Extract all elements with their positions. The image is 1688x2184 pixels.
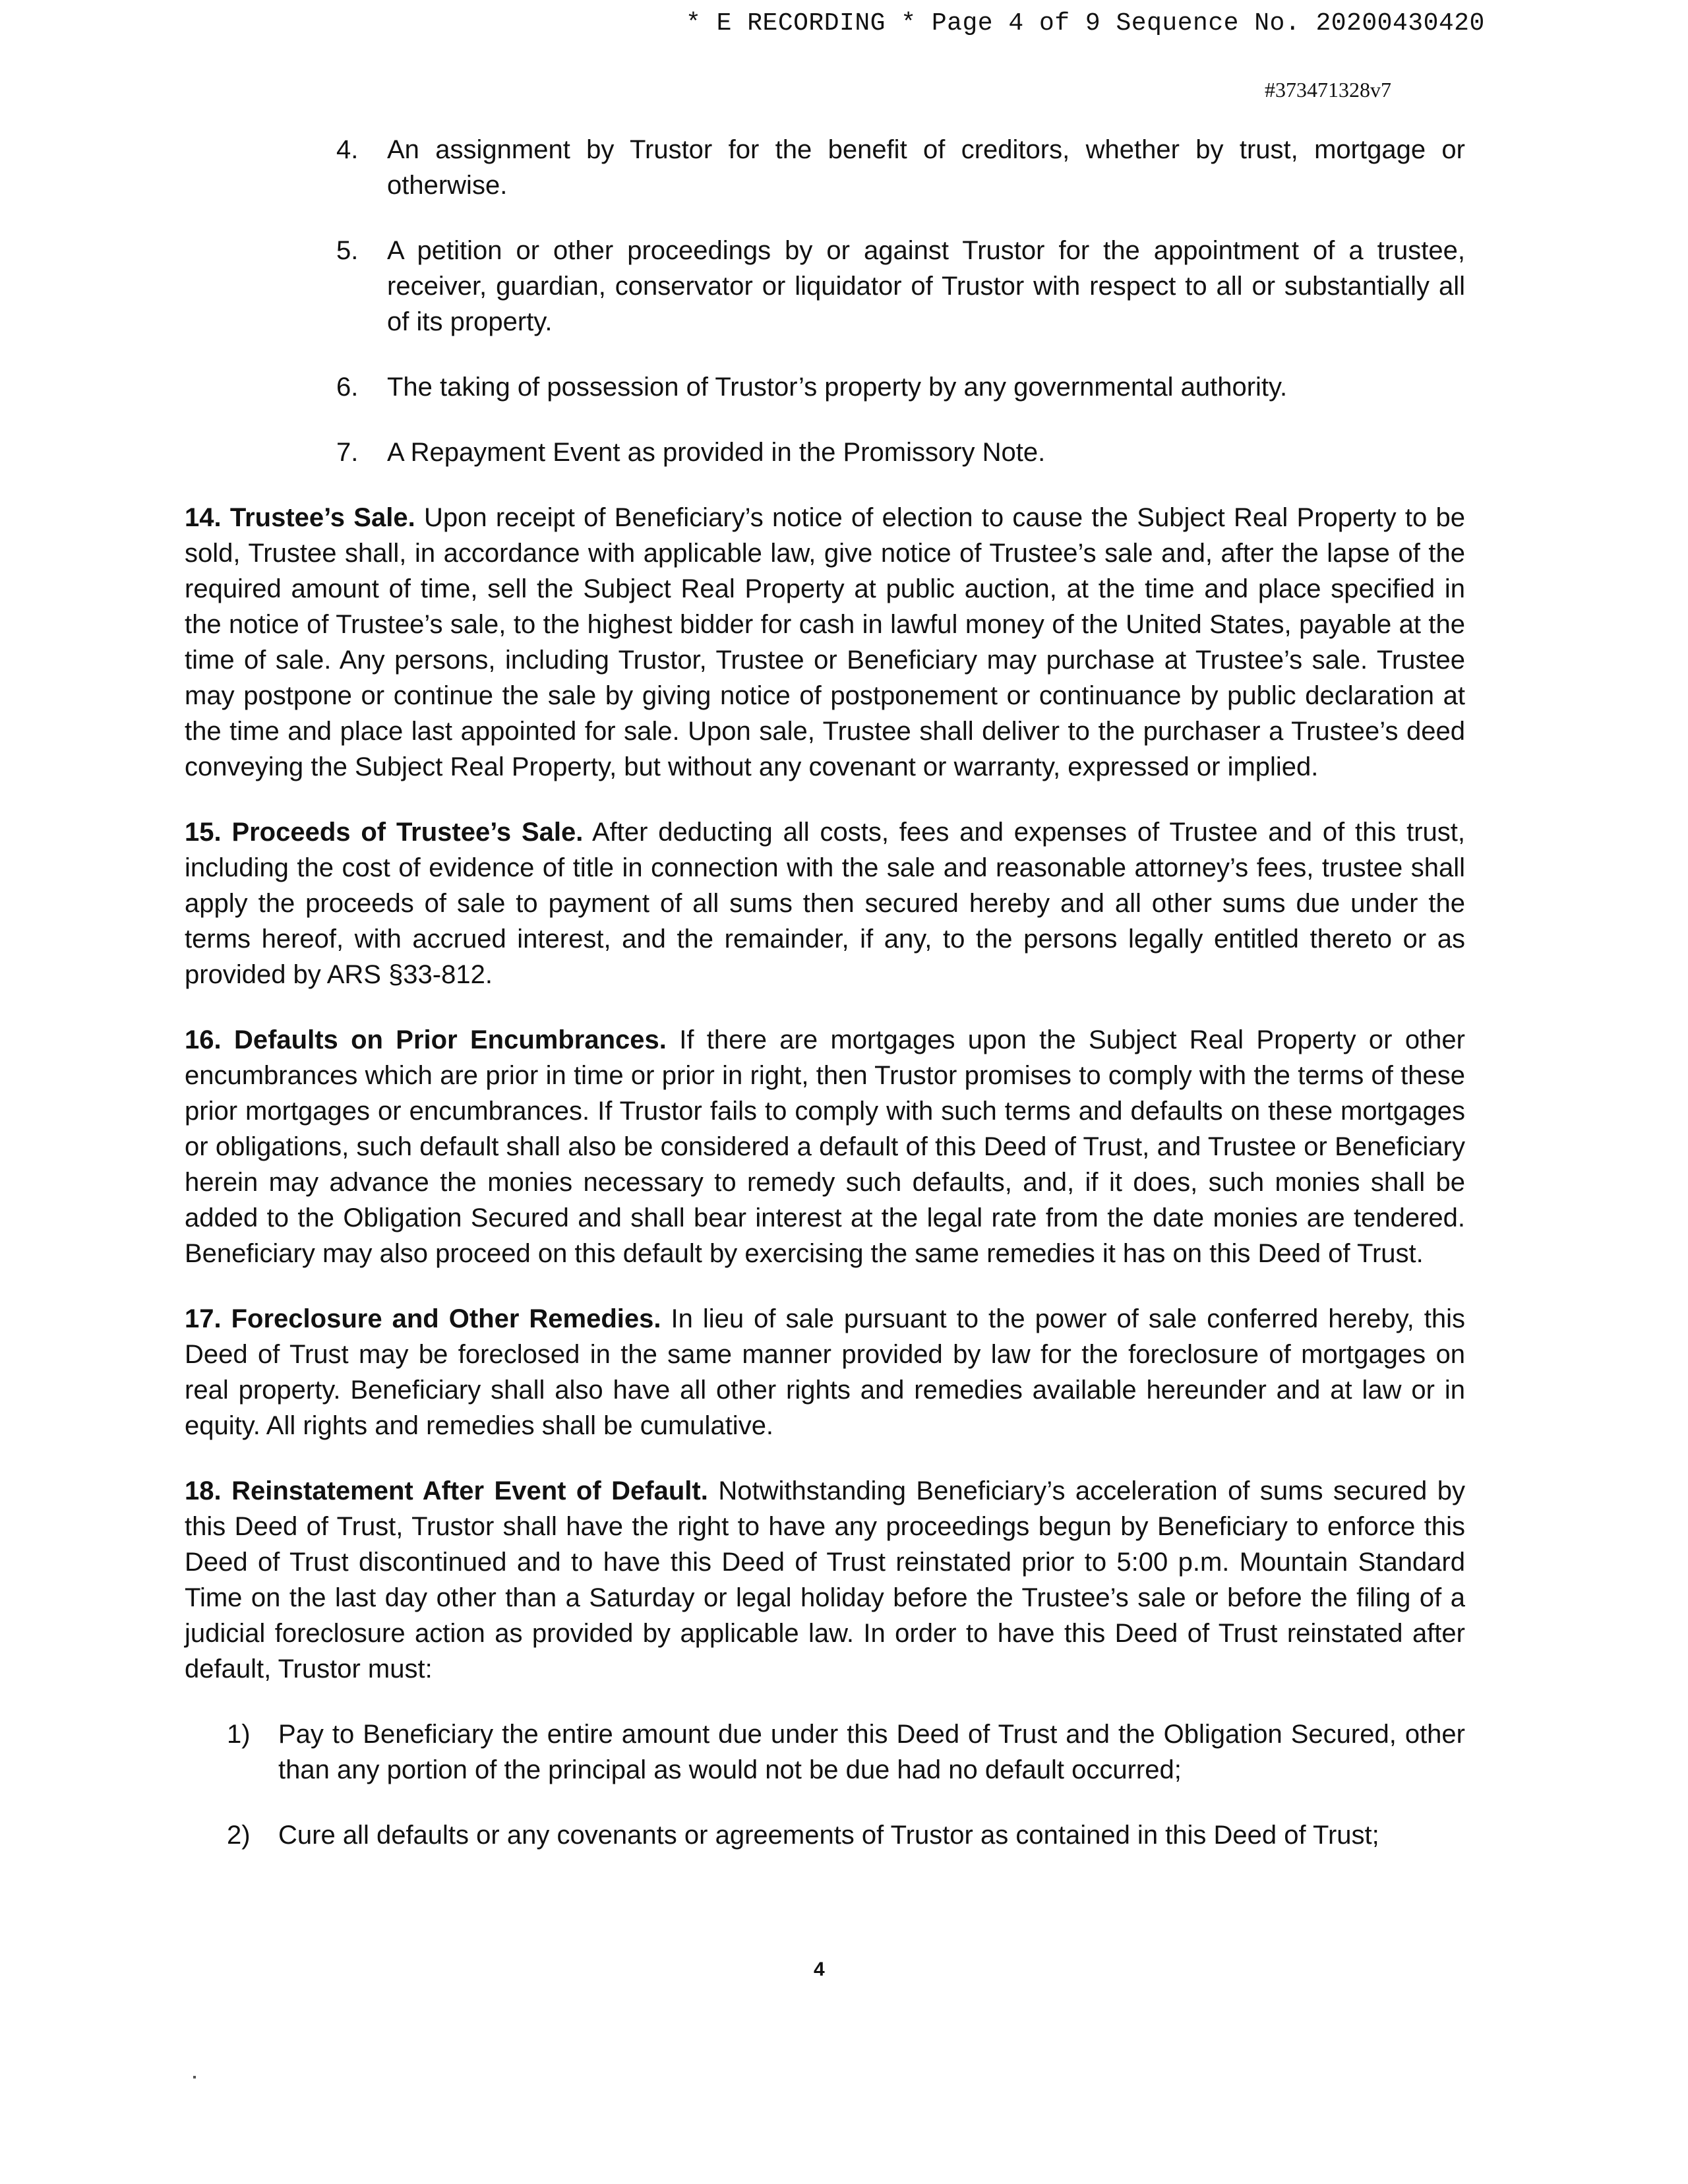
section-prior-encumbrances	[185, 1022, 1465, 1271]
list-item	[336, 435, 1465, 470]
section-body: Upon receipt of Beneficiary’s notice of election to cause the Subject Real Property to be sold, Trustee shall, in accordance with applicable law, give notice of Trustee’s sale and, after the lapse of the required amount of time, sell the Subject Real Property at public auction, at the time and place specified in the notice of Trustee’s sale, to the highest bidder for cash in lawful money of the United States, payable at the time of sale. Any persons, including Trustor, Trustee or Beneficiary may purchase at Trustee’s sale. Trustee may postpone or continue the sale by giving notice of postponement or continuance by public declaration at the time and place last appointed for sale. Upon sale, Trustee shall deliver to the purchaser a Trustee’s deed conveying the Subject Real Property, but without any covenant or warranty, expressed or implied.	[185, 503, 1466, 781]
sub-list-item-text: Pay to Beneficiary the entire amount due under this Deed of Trust and the Obligation Secured, other than any portion of the principal as would not be due had no default occurred;	[278, 1720, 1465, 1784]
sub-list-item-number: 2)	[227, 1821, 251, 1850]
list-item-number: 6.	[336, 373, 359, 402]
section-body: If there are mortgages upon the Subject Real Property or other encumbrances which are prior in time or prior in right, then Trustor promises to comply with the terms of these prior mortgages or encumbrances. If Trustor fails to comply with such terms and defaults on these mortgages or obligations, such default shall also be considered a default of this Deed of Trust, and Trustee or Beneficiary herein may advance the monies necessary to remedy such defaults, and, if it does, such monies shall be added to the Obligation Secured and shall bear interest at the legal rate from the date monies are tendered. Beneficiary may also proceed on this default by exercising the same remedies it has on this Deed of Trust.	[185, 1025, 1465, 1268]
section-heading: 14. Trustee’s Sale.	[185, 503, 415, 532]
recording-header: * E RECORDING * Page 4 of 9 Sequence No. 20200430420	[686, 9, 1485, 38]
section-heading: 17. Foreclosure and Other Remedies.	[185, 1304, 661, 1333]
list-item-text: A Repayment Event as provided in the Promissory Note.	[387, 438, 1046, 467]
section-trustees-sale	[185, 500, 1465, 785]
section-proceeds-of-sale	[185, 814, 1465, 992]
list-item-number: 4.	[336, 135, 359, 164]
section-reinstatement	[185, 1473, 1465, 1687]
scan-speck	[193, 2076, 196, 2078]
list-item	[336, 132, 1465, 203]
section-foreclosure-remedies	[185, 1301, 1465, 1443]
list-item-text: The taking of possession of Trustor’s property by any governmental authority.	[387, 373, 1288, 402]
section-body: After deducting all costs, fees and expenses of Trustee and of this trust, including the cost of evidence of title in connection with the sale and reasonable attorney’s fees, trustee shall apply the proceeds of sale to payment of all sums then secured hereby and all other sums due under the terms hereof, with accrued interest, and the remainder, if any, to the persons legally entitled thereto or as provided by ARS §33-812.	[185, 818, 1466, 989]
section-heading: 15. Proceeds of Trustee’s Sale.	[185, 818, 584, 847]
page-number: 4	[814, 1958, 825, 1980]
list-item-text: An assignment by Trustor for the benefit of creditors, whether by trust, mortgage or otherwise.	[387, 135, 1465, 200]
list-item-number: 5.	[336, 236, 359, 265]
list-item-number: 7.	[336, 438, 359, 467]
sub-list-item	[227, 1716, 1465, 1788]
list-item	[336, 233, 1465, 340]
section-heading: 18. Reinstatement After Event of Default.	[185, 1476, 708, 1505]
section-heading: 16. Defaults on Prior Encumbrances.	[185, 1025, 667, 1054]
document-body	[185, 132, 1465, 1883]
list-item-text: A petition or other proceedings by or against Trustor for the appointment of a trustee, receiver, guardian, conservator or liquidator of Trustor with respect to all or substantially all of its property.	[387, 236, 1465, 336]
sub-list-item-text: Cure all defaults or any covenants or agreements of Trustor as contained in this Deed of Trust;	[278, 1821, 1379, 1850]
sub-list-item	[227, 1817, 1465, 1853]
section-body: In lieu of sale pursuant to the power of sale conferred hereby, this Deed of Trust may be foreclosed in the same manner provided by law for the foreclosure of mortgages on real property. Beneficiary shall also have all other rights and remedies available hereunder and at law or in equity. All rights and remedies shall be cumulative.	[185, 1304, 1465, 1440]
section-body: Notwithstanding Beneficiary’s acceleration of sums secured by this Deed of Trust, Trustor shall have the right to have any proceedings begun by Beneficiary to enforce this Deed of Trust discontinued and to have this Deed of Trust reinstated prior to 5:00 p.m. Mountain Standard Time on the last day other than a Saturday or legal holiday before the Trustee’s sale or before the filing of a judicial foreclosure action as provided by applicable law. In order to have this Deed of Trust reinstated after default, Trustor must:	[185, 1476, 1465, 1684]
list-item	[336, 369, 1465, 405]
document-id: #373471328v7	[1265, 78, 1391, 102]
sub-list-item-number: 1)	[227, 1720, 251, 1749]
